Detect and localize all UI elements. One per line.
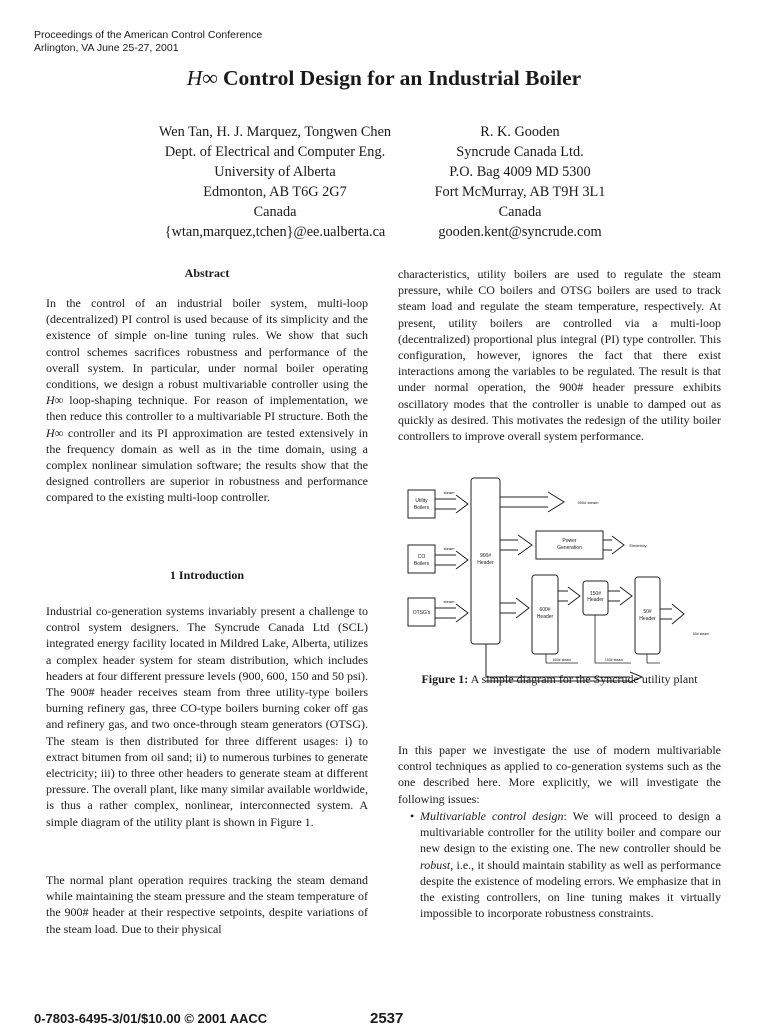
author-department: Dept. of Electrical and Computer Eng. [164, 144, 386, 160]
utility-boilers-box [408, 490, 435, 518]
abstract-text-3: controller and its PI approximation are tested extensively in the frequency domain as well as in the time domain, using a complex nonlinear simulation software; the results show that the designed controllers are superior in robustness and performance compared to the existing multi-loop controller. [46, 425, 368, 505]
steam-50-line [647, 654, 660, 663]
header-50-label-1: 50# [643, 609, 652, 615]
co-boilers-label-2: Boilers [413, 561, 430, 567]
steam-label-3: steam [443, 599, 455, 604]
figure-caption-label: Figure 1: [421, 672, 469, 686]
author-city: Fort McMurray, AB T9H 3L1 [434, 184, 606, 200]
arrow-to-power [500, 535, 532, 555]
bullet-text-1: : We will proceed to design a multivariable controller for the utility boiler and compare our new design to the existing one. The new controller should be [420, 809, 721, 856]
co-boilers-label-1: CO [417, 554, 426, 560]
header-900-label-2: Header [477, 560, 494, 566]
utility-boilers-label-2: Boilers [413, 505, 430, 511]
electricity-label: Electricity [629, 543, 647, 548]
steam-150-label: 150# steam [604, 658, 624, 662]
right-paragraph-2: In this paper we investigate the use of modern multivariable control techniques as applied to co-generation systems such as the one described here. More explicitly, we will investigate the following issues: [398, 743, 721, 806]
header-600-label-2: Header [536, 614, 554, 620]
bullet-robust: robust [420, 857, 451, 872]
steam-arrow-otsg [435, 604, 468, 622]
steam-50-label: 50# steam [692, 632, 710, 636]
page-number: 2537 [370, 1010, 404, 1024]
bullet-text-2: , i.e., it should maintain stability as well as performance despite the existence of modeling errors. We emphasize that in the existing controllers, on line tuning makes it virtually impossible to incorporate robustness constraints. [420, 857, 721, 921]
conference-location-date: Arlington, VA June 25-27, 2001 [34, 42, 179, 54]
header-50-label-2: Header [639, 616, 656, 622]
steam-arrow-co [435, 551, 468, 569]
header-900-label-1: 900# [479, 553, 492, 559]
figure-caption [398, 672, 721, 687]
power-generation-label-1: Power [562, 538, 577, 544]
author-names: Wen Tan, H. J. Marquez, Tongwen Chen [158, 124, 392, 140]
author-email: {wtan,marquez,tchen}@ee.ualberta.ca [164, 224, 386, 240]
bullet-marker: • [410, 809, 415, 823]
electricity-arrow [603, 536, 624, 554]
header-150-label-2: Header [587, 597, 604, 603]
author-name: R. K. Gooden [480, 124, 560, 140]
bullet-title: Multivariable control design [420, 809, 564, 823]
title-h-infinity: H∞ [186, 66, 218, 90]
introduction-heading: 1 Introduction [169, 568, 245, 582]
affiliation-left [130, 122, 420, 242]
bullet-item [410, 808, 721, 921]
steam-label-2: steam [443, 546, 455, 551]
author-country: Canada [253, 204, 297, 220]
figure-caption-text: A simple diagram for the Syncrude utility plant [468, 672, 698, 686]
conference-info [34, 29, 262, 55]
introduction-paragraph-1: Industrial co-generation systems invariably present a challenge to control system designers. The Syncrude Canada Ltd (SCL) integrated energy facility located in Mildred Lake, Alberta, utilizes a complex header system for steam distribution, which includes headers at four different pressure levels (900, 600, 150 and 50 psi). The 900# header receives steam from three utility-type boilers burning refinery gas, three CO-type boilers burning coker off gas and refinery gas, and two once-through steam generators (OTSG). The steam is then distributed for three different usages: i) to extract bitumen from oil sand; ii) to numerous turbines to generate electricity; iii) to three other headers to generate steam at different pressure. The overall plant, like many similar available worldwide, is thus a rather complex, nonlinear, interconnected system. A simple diagram of the utility plant is shown in Figure 1. [46, 604, 368, 829]
steam-arrow-900-out [500, 492, 564, 512]
introduction-paragraph-2: The normal plant operation requires tracking the steam demand while maintaining the steam pressure and the steam temperature of the 900# header at their respective setpoints, despite variations of the steam load. Due to their physical [46, 873, 368, 936]
header-600-label-1: 600# [539, 607, 551, 613]
arrow-to-600 [500, 598, 529, 618]
author-po-box: P.O. Bag 4009 MD 5300 [449, 164, 591, 180]
steam-600-label: 600# steam [552, 658, 572, 662]
otsg-label: OTSG's [412, 610, 431, 616]
author-university: University of Alberta [214, 164, 336, 180]
conference-name: Proceedings of the American Control Conference [34, 29, 263, 41]
abstract-h-infinity: H∞ [46, 425, 64, 440]
abstract-heading: Abstract [184, 266, 230, 280]
author-email: gooden.kent@syncrude.com [438, 224, 602, 240]
author-company: Syncrude Canada Ltd. [456, 144, 584, 160]
abstract-h-infinity: H∞ [46, 393, 64, 408]
figure-1-diagram [398, 473, 721, 703]
steam-900-label: 900# steam [577, 500, 599, 505]
abstract-text-1: In the control of an industrial boiler system, multi-loop (decentralized) PI control is used because of its simplicity and the existence of simple on-line tuning rules. We show that such control schemes sacrifices robustness and performance of the overall system. In particular, under normal boiler operating conditions, we design a robust multivariable controller using the [46, 296, 368, 392]
header-150-label-1: 150# [589, 591, 602, 597]
abstract-text-2: loop-shaping technique. For reason of implementation, we then reduce this controller to a multivariable PI structure. Both the [46, 393, 368, 424]
affiliation-right [410, 122, 630, 242]
author-city: Edmonton, AB T6G 2G7 [203, 184, 347, 200]
title-text: Control Design for an Industrial Boiler [217, 66, 582, 90]
author-country: Canada [498, 204, 542, 220]
right-paragraph-1: characteristics, utility boilers are used to regulate the steam pressure, while CO boilers and OTSG boilers are used to track steam load and regulate the steam temperature, respectively. At present, utility boilers are controlled via a multi-loop (decentralized) proportional plus integral (PI) type controller. This configuration, however, ignores the fact that there exist interactions among the variables to be regulated. The result is that under normal operation, the 900# header pressure exhibits oscillatory modes that the controller is unable to damped out as quickly as desired. This motivates the redesign of the utility boiler controllers to improve overall system performance. [398, 267, 721, 444]
utility-boilers-label-1: Utility [415, 498, 428, 504]
steam-label-1: steam [443, 490, 455, 495]
steam-arrow-utility [435, 495, 468, 513]
footer-isbn: 0-7803-6495-3/01/$10.00 © 2001 AACC [34, 1011, 268, 1024]
arrow-to-50 [608, 587, 632, 605]
steam-150-line [595, 615, 631, 663]
arrow-to-150 [558, 587, 580, 605]
paper-title [0, 66, 768, 91]
arrow-50-out [660, 604, 684, 624]
power-generation-label-2: Generation [557, 545, 582, 551]
abstract-body [46, 295, 368, 506]
